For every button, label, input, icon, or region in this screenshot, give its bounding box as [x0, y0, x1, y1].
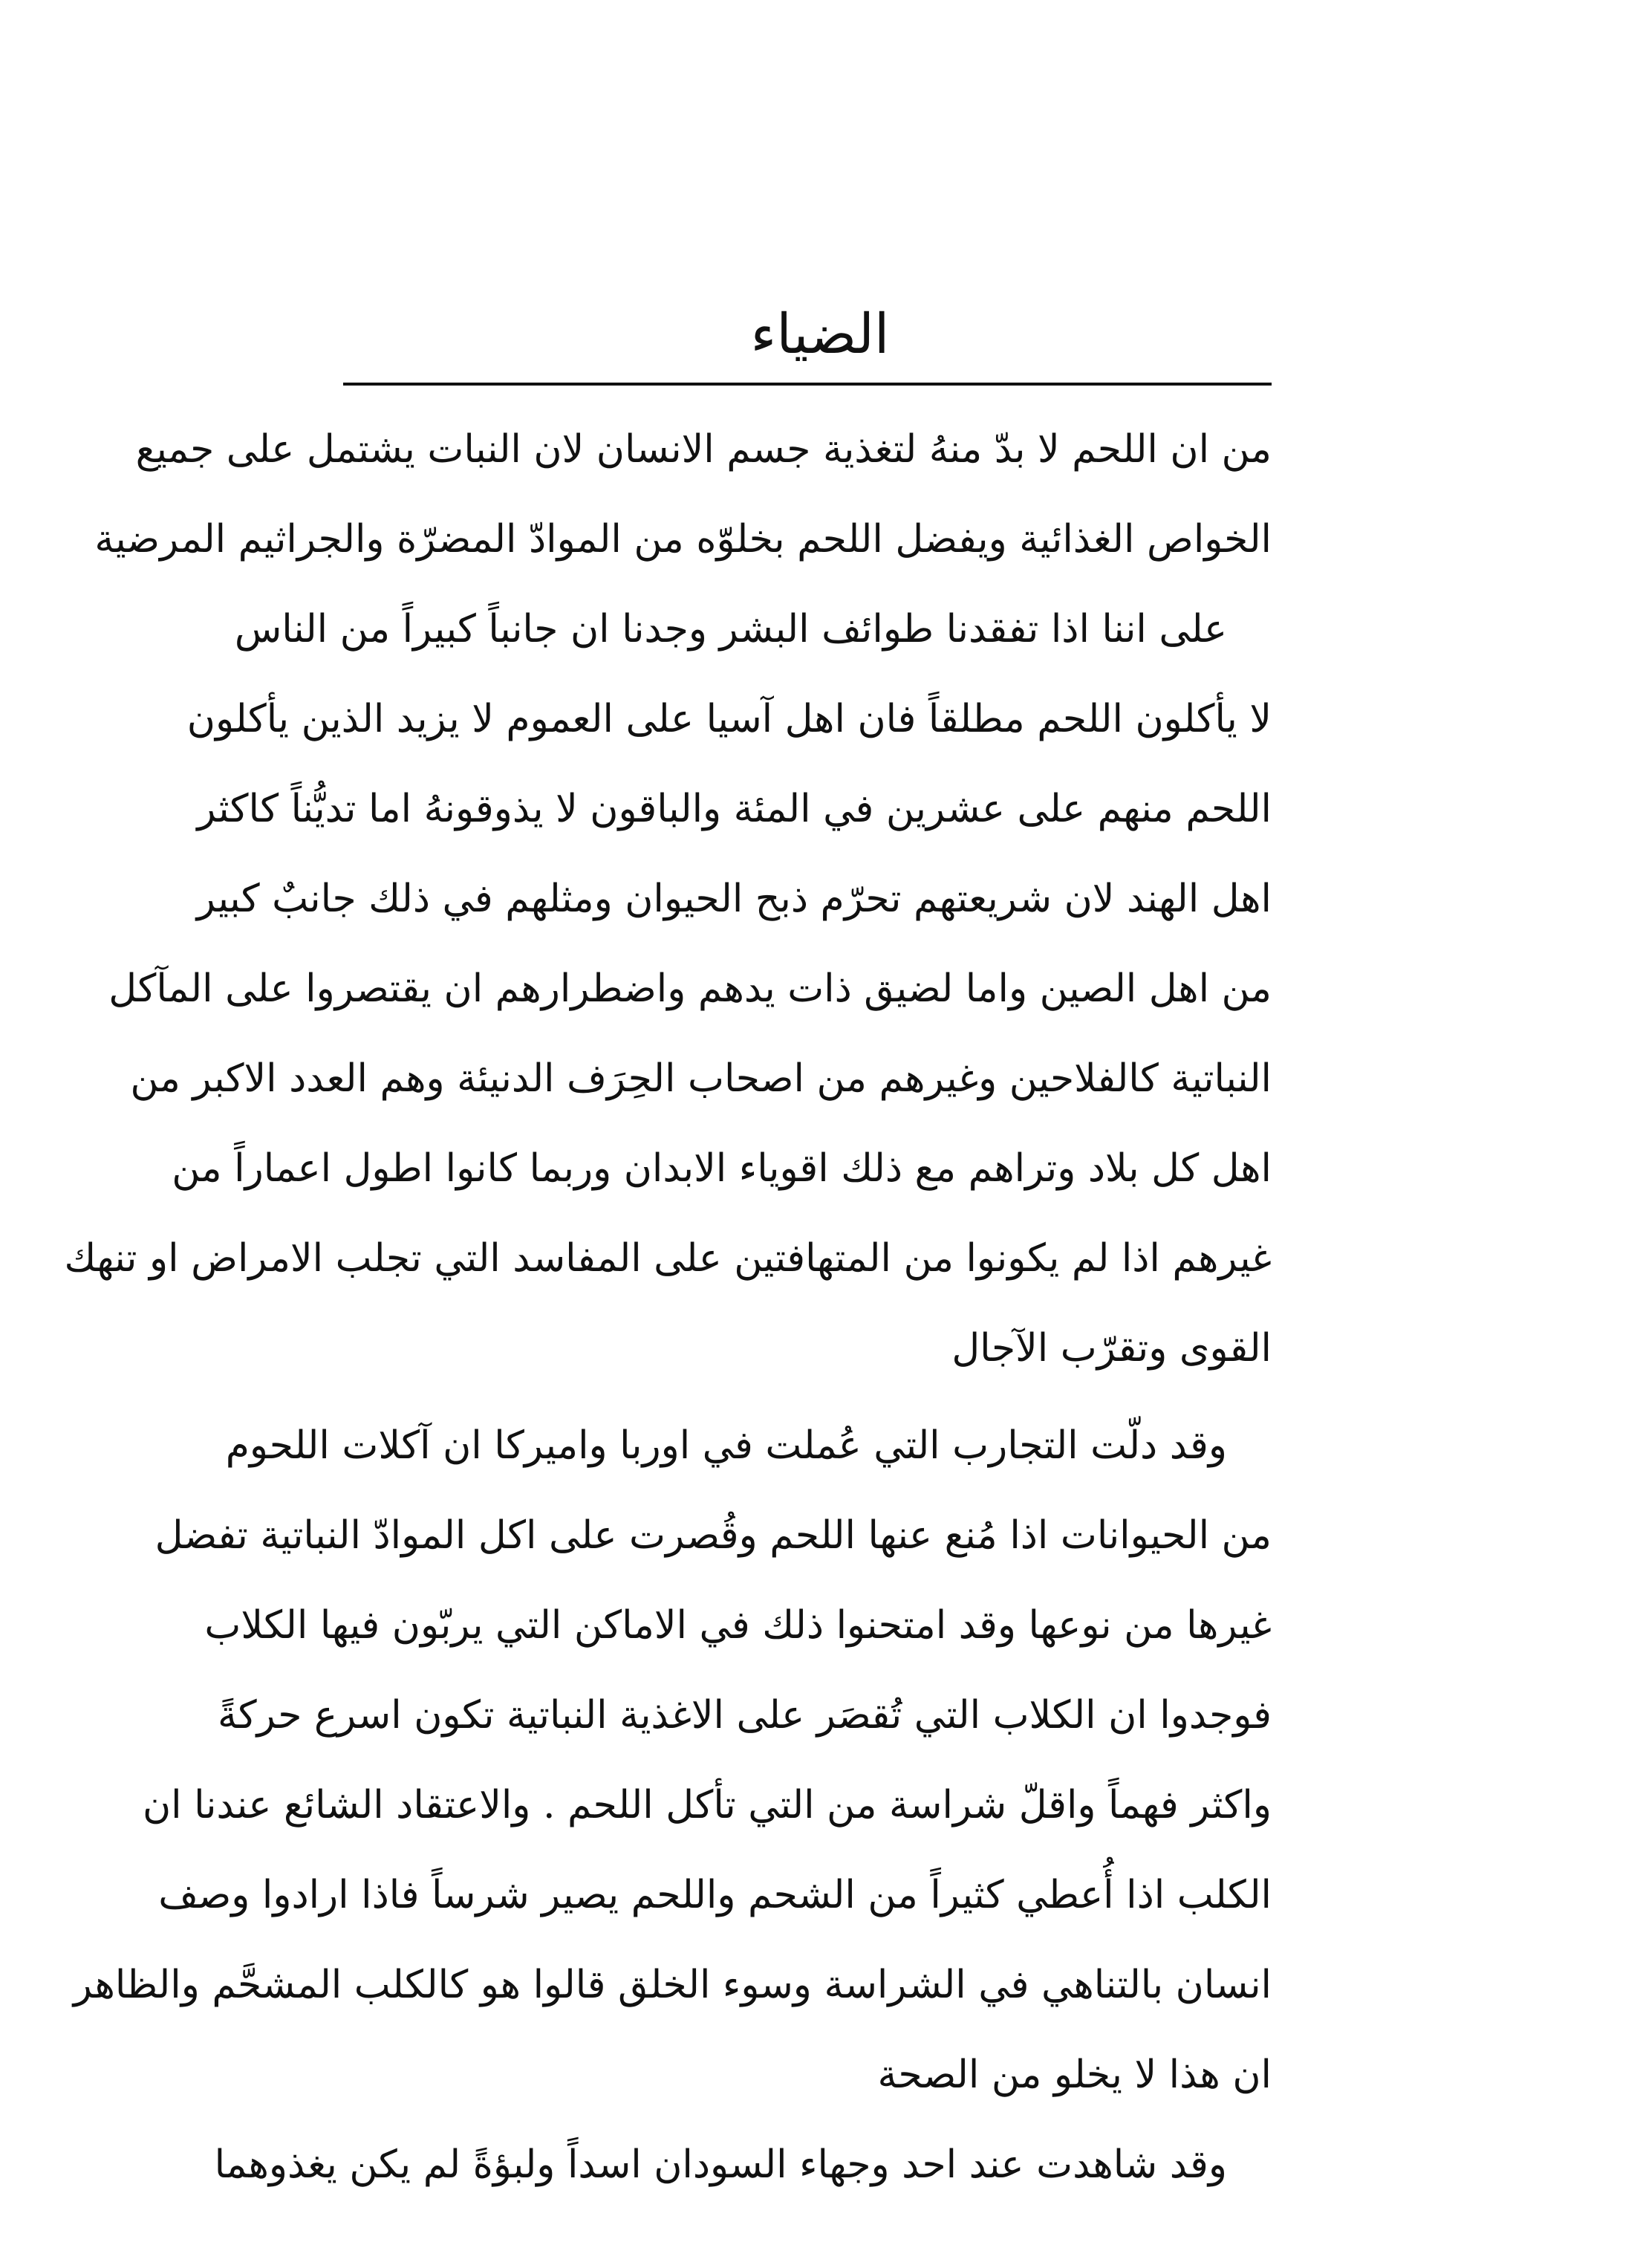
text-line: غيرهم اذا لم يكونوا من المتهافتين على المفاسد التي تجلب الامراض او تنهك	[64, 1236, 1272, 1281]
text-line: وقد دلّت التجارب التي عُملت في اوربا واميركا ان آكلات اللحوم	[225, 1423, 1227, 1468]
text-line: الكلب اذا أُعطي كثيراً من الشحم واللحم يصير شرساً فاذا ارادوا وصف	[158, 1873, 1272, 1917]
text-line: اهل كل بلاد وتراهم مع ذلك اقوياء الابدان وربما كانوا اطول اعماراً من	[172, 1146, 1272, 1191]
text-line: فوجدوا ان الكلاب التي تُقصَر على الاغذية النباتية تكون اسرع حركةً	[217, 1693, 1272, 1738]
text-line: واكثر فهماً واقلّ شراسة من التي تأكل اللحم . والاعتقاد الشائع عندنا ان	[142, 1783, 1272, 1827]
text-line: اهل الهند لان شريعتهم تحرّم ذبح الحيوان ومثلهم في ذلك جانبٌ كبير	[196, 877, 1272, 921]
text-line: من ان اللحم لا بدّ منهُ لتغذية جسم الانسان لان النبات يشتمل على جميع	[135, 427, 1272, 472]
text-line: ان هذا لا يخلو من الصحة	[877, 2053, 1272, 2097]
text-line: على اننا اذا تفقدنا طوائف البشر وجدنا ان جانباً كبيراً من الناس	[234, 607, 1227, 652]
text-line: لا يأكلون اللحم مطلقاً فان اهل آسيا على العموم لا يزيد الذين يأكلون	[186, 697, 1272, 741]
text-line: القوى وتقرّب الآجال	[951, 1326, 1272, 1371]
text-line: انسان بالتناهي في الشراسة وسوء الخلق قالوا هو كالكلب المشحَّم والظاهر	[73, 1963, 1272, 2007]
text-line: من اهل الصين واما لضيق ذات يدهم واضطرارهم ان يقتصروا على المآكل	[108, 966, 1272, 1011]
text-line: اللحم منهم على عشرين في المئة والباقون لا يذوقونهُ اما تديُّناً كاكثر	[197, 787, 1272, 831]
text-line: وقد شاهدت عند احد وجهاء السودان اسداً ولبؤةً لم يكن يغذوهما	[214, 2142, 1227, 2187]
text-line: الخواص الغذائية ويفضل اللحم بخلوّه من الموادّ المضرّة والجراثيم المرضية	[94, 517, 1272, 562]
paragraph-gap	[343, 1394, 1272, 1401]
text-line: من الحيوانات اذا مُنع عنها اللحم وقُصرت على اكل الموادّ النباتية تفضل	[154, 1513, 1272, 1558]
text-line: النباتية كالفلاحين وغيرهم من اصحاب الحِرَف الدنيئة وهم العدد الاكبر من	[130, 1056, 1272, 1101]
text-line: غيرها من نوعها وقد امتحنوا ذلك في الاماكن التي يربّون فيها الكلاب	[204, 1603, 1272, 1648]
header-divider	[343, 383, 1272, 386]
page-header-title: الضياء	[750, 302, 890, 366]
body-text	[64, 405, 1272, 2210]
